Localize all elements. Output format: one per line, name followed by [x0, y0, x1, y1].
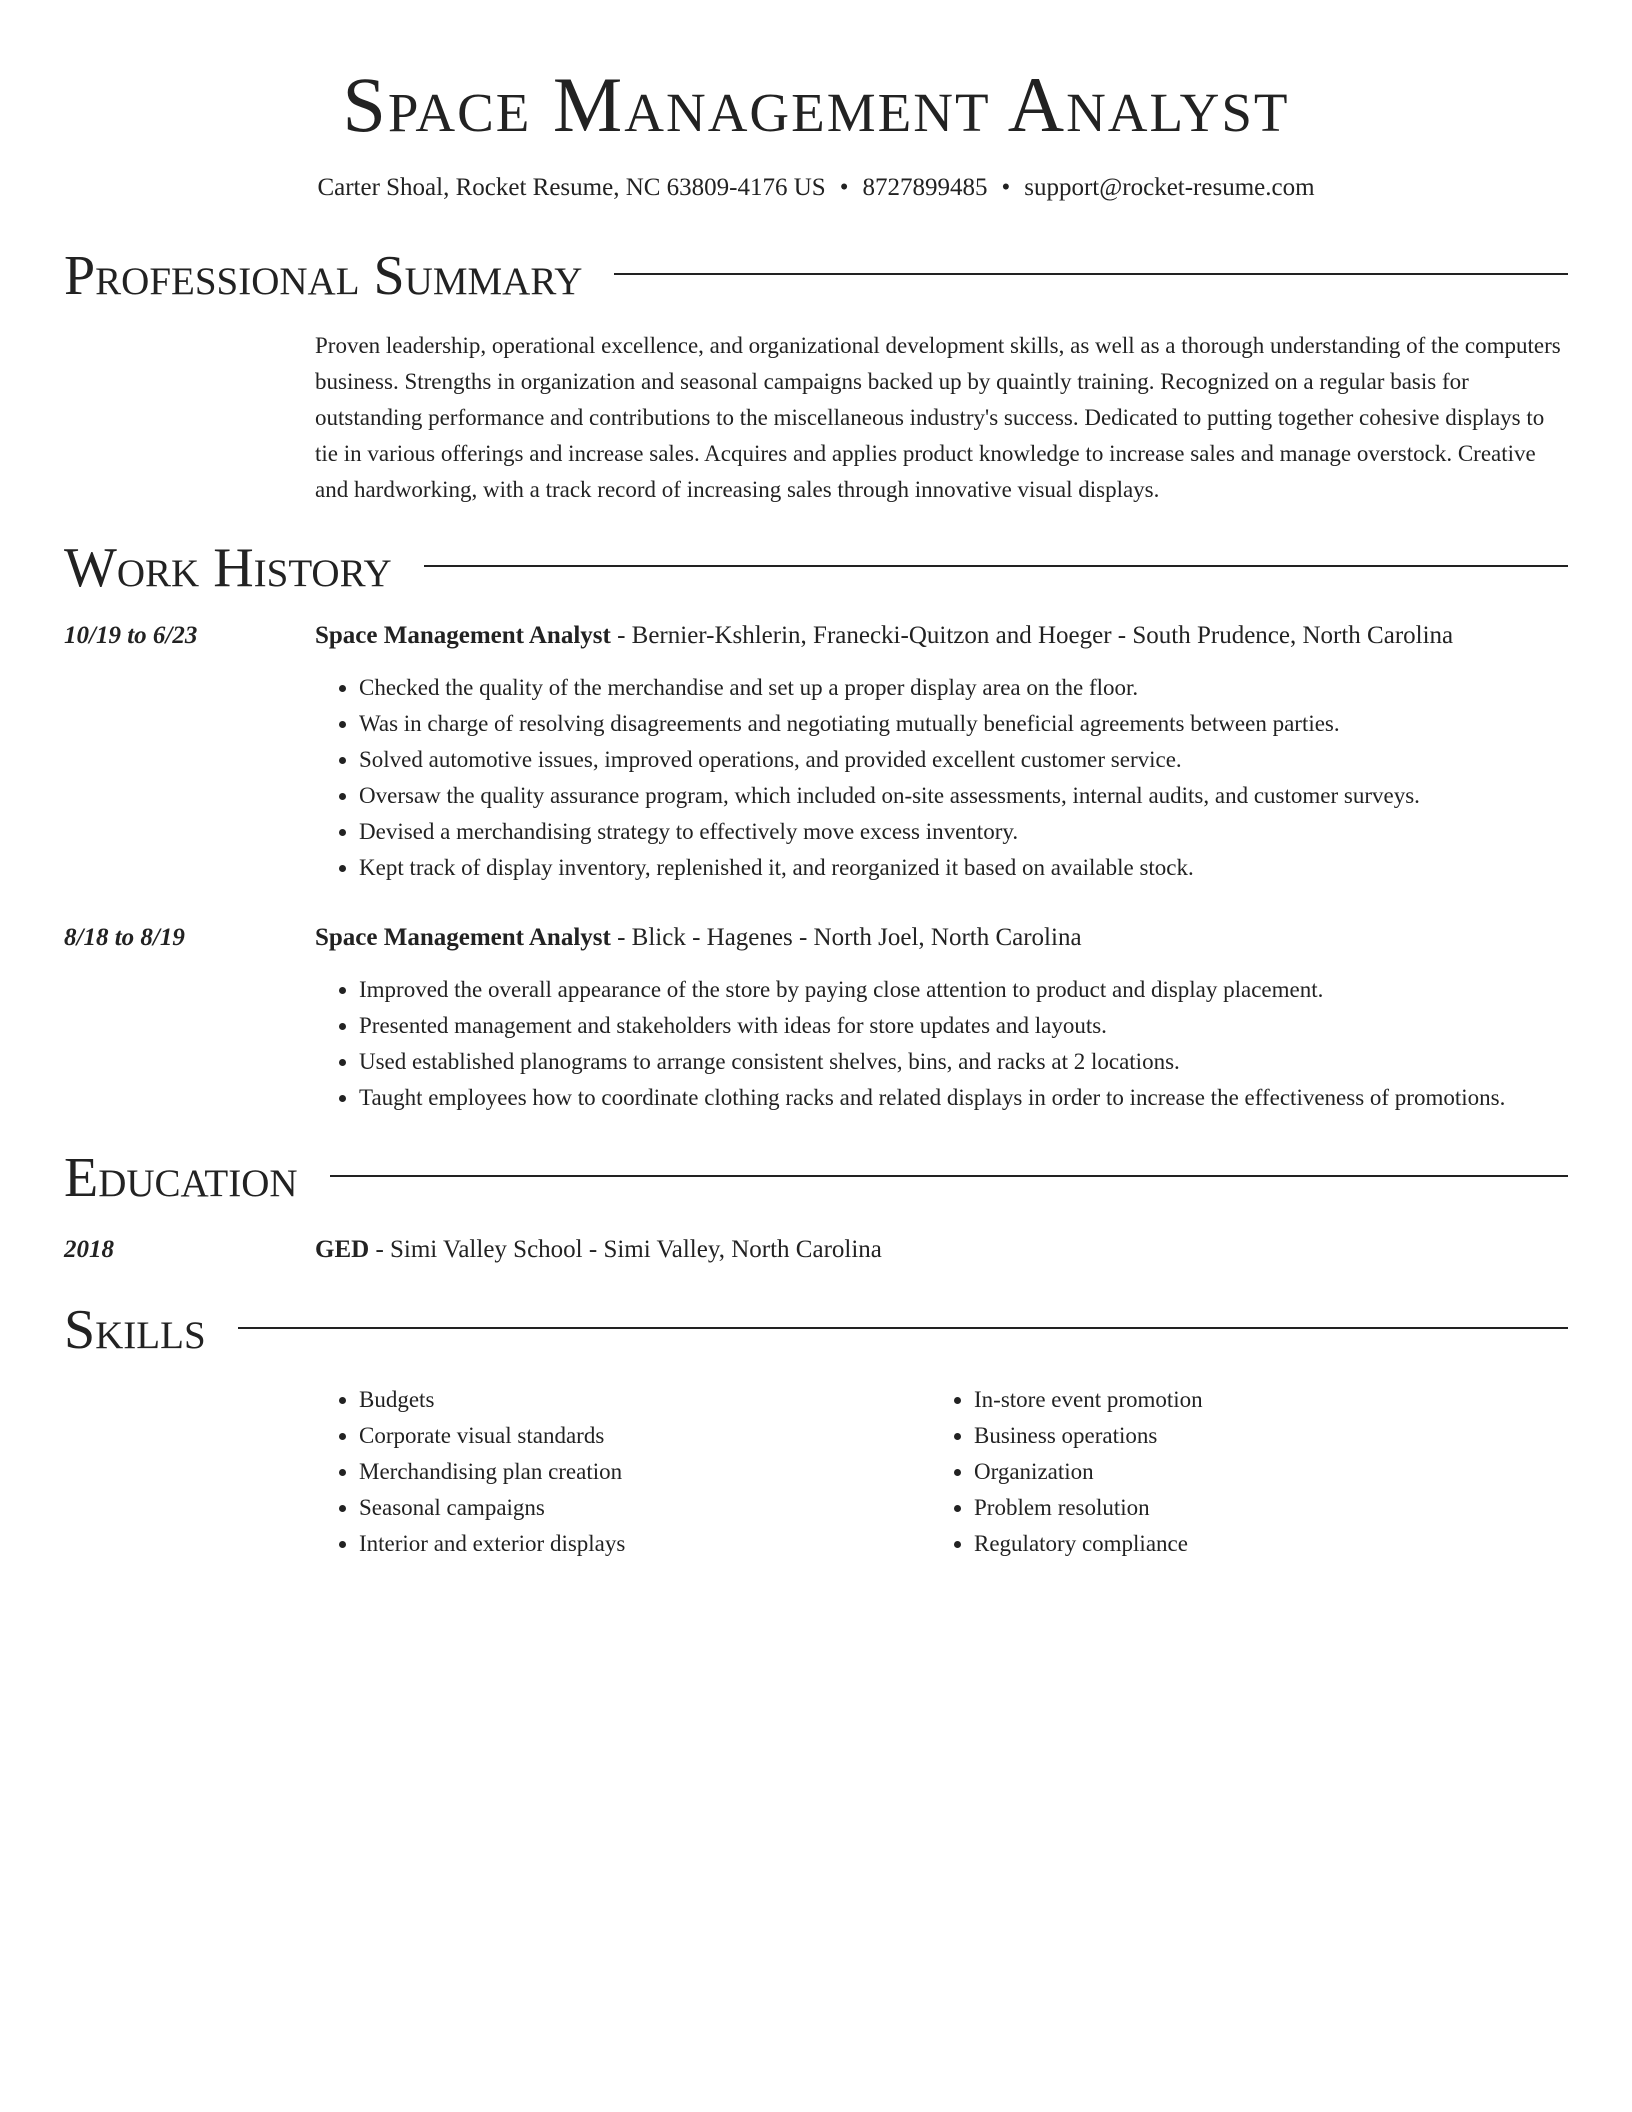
section-divider — [614, 273, 1568, 275]
contact-email: support@rocket-resume.com — [1024, 174, 1315, 201]
job-content — [315, 618, 1568, 886]
summary-header — [64, 244, 1568, 308]
education-content — [315, 1232, 1568, 1268]
education-section — [64, 1146, 1568, 1268]
skills-list — [315, 1382, 930, 1562]
skill-item: • Seasonal campaigns — [359, 1490, 930, 1526]
summary-heading: Professional Summary — [64, 245, 583, 307]
job-bullet: • Improved the overall appearance of the store by paying close attention to product and display placement. — [359, 972, 1568, 1008]
job-content — [315, 920, 1568, 1116]
resume-title: Space Management Analyst — [342, 61, 1290, 148]
summary-text: Proven leadership, operational excellence, and organizational development skills, as well as a thorough understanding of the computers business. Strengths in organization and seasonal campaigns backed up by quaintly training. Recognized on a regular basis for outstanding performance and contributions to the miscellaneous industry's success. Dedicated to putting together cohesive displays to tie in various offerings and increase sales. Acquires and applies product knowledge to increase sales and manage overstock. Creative and hardworking, with a track record of increasing sales through innovative visual displays. — [315, 333, 1561, 502]
skill-item: • Regulatory compliance — [974, 1526, 1568, 1562]
section-divider — [424, 565, 1568, 567]
job-bullet: • Solved automotive issues, improved operations, and provided excellent customer service. — [359, 742, 1568, 778]
section-divider — [238, 1327, 1568, 1329]
job-title: Space Management Analyst — [315, 622, 611, 649]
job-entry — [64, 618, 1568, 886]
job-bullets — [315, 670, 1568, 886]
job-dates: 8/18 to 8/19 — [64, 924, 185, 951]
job-bullet: • Kept track of display inventory, replenished it, and reorganized it based on available stock. — [359, 850, 1568, 886]
job-bullet: • Was in charge of resolving disagreements and negotiating mutually beneficial agreements between parties. — [359, 706, 1568, 742]
skill-item: • Merchandising plan creation — [359, 1454, 930, 1490]
skills-heading: Skills — [64, 1299, 206, 1361]
skill-item: • Corporate visual standards — [359, 1418, 930, 1454]
contact-line — [64, 172, 1568, 204]
skill-item: • Interior and exterior displays — [359, 1526, 930, 1562]
job-bullet: • Taught employees how to coordinate clothing racks and related displays in order to increase the effectiveness of promotions. — [359, 1080, 1568, 1116]
job-heading-line — [315, 618, 1568, 654]
education-year: 2018 — [64, 1236, 114, 1263]
skills-column-right — [930, 1382, 1568, 1562]
job-title: Space Management Analyst — [315, 924, 611, 951]
contact-separator: • — [1001, 174, 1011, 201]
skill-item: • Problem resolution — [974, 1490, 1568, 1526]
education-details: - Simi Valley School - Simi Valley, North Carolina — [369, 1236, 882, 1263]
section-divider — [330, 1175, 1568, 1177]
contact-address: Carter Shoal, Rocket Resume, NC 63809-4176 US — [317, 174, 826, 201]
work-history-heading: Work History — [64, 537, 392, 599]
job-bullet: • Checked the quality of the merchandise and set up a proper display area on the floor. — [359, 670, 1568, 706]
job-heading-line — [315, 920, 1568, 956]
skill-item: • Budgets — [359, 1382, 930, 1418]
education-degree: GED — [315, 1236, 370, 1263]
work-history-section — [64, 536, 1568, 1116]
contact-separator: • — [839, 174, 849, 201]
resume-page — [64, 0, 1568, 1562]
education-header — [64, 1146, 1568, 1210]
job-entry — [64, 920, 1568, 1116]
job-bullets — [315, 972, 1568, 1116]
job-bullet: • Used established planograms to arrange consistent shelves, bins, and racks at 2 locations. — [359, 1044, 1568, 1080]
job-bullet: • Devised a merchandising strategy to effectively move excess inventory. — [359, 814, 1568, 850]
job-details: - Blick - Hagenes - North Joel, North Carolina — [610, 924, 1082, 951]
education-entry — [64, 1232, 1568, 1268]
skill-item: • Organization — [974, 1454, 1568, 1490]
job-bullet: • Oversaw the quality assurance program, which included on-site assessments, internal audits, and customer surveys. — [359, 778, 1568, 814]
skills-column-left — [315, 1382, 930, 1562]
skills-list — [930, 1382, 1568, 1562]
education-heading: Education — [64, 1147, 298, 1209]
job-details: - Bernier-Kshlerin, Franecki-Quitzon and Hoeger - South Prudence, North Carolina — [610, 622, 1454, 649]
job-dates: 10/19 to 6/23 — [64, 622, 198, 649]
skills-header — [64, 1298, 1568, 1362]
work-history-header — [64, 536, 1568, 600]
job-bullet: • Presented management and stakeholders with ideas for store updates and layouts. — [359, 1008, 1568, 1044]
skills-grid — [315, 1382, 1568, 1562]
contact-phone: 8727899485 — [862, 174, 988, 201]
skill-item: • In-store event promotion — [974, 1382, 1568, 1418]
summary-section — [64, 244, 1568, 508]
skill-item: • Business operations — [974, 1418, 1568, 1454]
skills-section — [64, 1298, 1568, 1562]
